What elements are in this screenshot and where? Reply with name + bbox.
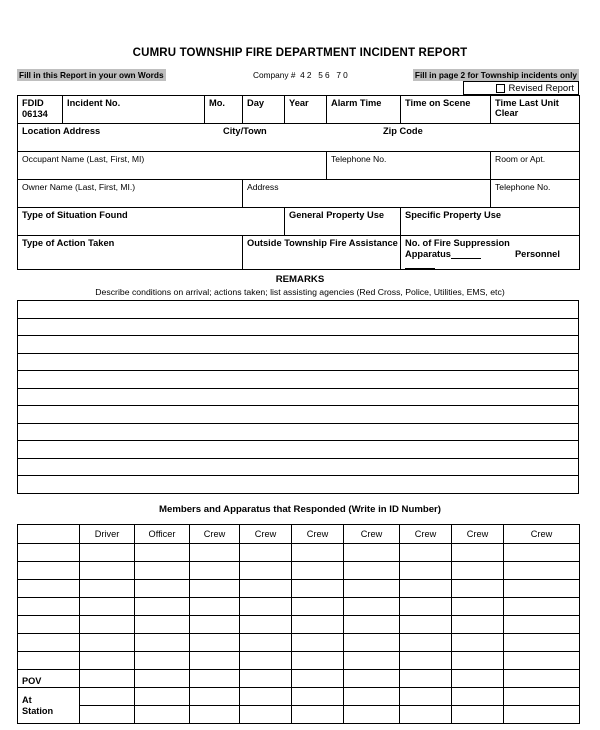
member-cell-r4-c7[interactable]: [400, 598, 452, 616]
table-row: [18, 616, 580, 634]
member-cell-r2-c5[interactable]: [292, 562, 344, 580]
row-label-blank-5[interactable]: [18, 616, 80, 634]
table-row: [18, 706, 580, 724]
member-cell-r4-c6[interactable]: [344, 598, 400, 616]
remarks-row: [18, 336, 579, 354]
member-cell-r6-c9[interactable]: [504, 634, 580, 652]
cell-specific-property-use[interactable]: Specific Property Use: [401, 208, 580, 236]
personnel-blank[interactable]: [405, 259, 435, 269]
table-row: [18, 634, 580, 652]
fire-suppression-label: No. of Fire Suppression: [405, 238, 510, 248]
cell-type-of-situation-found[interactable]: Type of Situation Found: [18, 208, 285, 236]
member-cell-r8-c2[interactable]: [135, 670, 190, 688]
member-cell-r2-c3[interactable]: [190, 562, 240, 580]
table-row: [18, 562, 580, 580]
remarks-row: [18, 388, 579, 406]
cell-day[interactable]: Day: [243, 96, 285, 124]
row-label-blank-1[interactable]: [18, 544, 80, 562]
member-cell-r2-c4[interactable]: [240, 562, 292, 580]
table-row: [18, 96, 580, 124]
member-cell-r7-c5[interactable]: [292, 652, 344, 670]
member-cell-r5-c2[interactable]: [135, 616, 190, 634]
cell-owner-name[interactable]: Owner Name (Last, First, MI.): [18, 180, 243, 208]
row-label-at-station: [18, 688, 80, 724]
member-cell-r10-c8[interactable]: [452, 706, 504, 724]
member-cell-r3-c7[interactable]: [400, 580, 452, 598]
cell-type-of-action-taken[interactable]: Type of Action Taken: [18, 236, 243, 270]
member-cell-r4-c3[interactable]: [190, 598, 240, 616]
row-label-pov[interactable]: POV: [18, 670, 80, 688]
table-header-row: [18, 525, 580, 544]
member-cell-r4-c2[interactable]: [135, 598, 190, 616]
member-cell-r8-c1[interactable]: [80, 670, 135, 688]
cell-fdid[interactable]: [18, 96, 63, 124]
member-cell-r10-c5[interactable]: [292, 706, 344, 724]
member-cell-r4-c8[interactable]: [452, 598, 504, 616]
member-cell-r3-c5[interactable]: [292, 580, 344, 598]
member-cell-r6-c3[interactable]: [190, 634, 240, 652]
member-cell-r5-c3[interactable]: [190, 616, 240, 634]
remarks-line-5[interactable]: [18, 371, 579, 389]
column-header-crew-6: Crew: [344, 525, 400, 544]
remarks-row: [18, 441, 579, 459]
member-cell-r6-c1[interactable]: [80, 634, 135, 652]
member-cell-r5-c1[interactable]: [80, 616, 135, 634]
member-cell-r2-c8[interactable]: [452, 562, 504, 580]
remarks-line-2[interactable]: [18, 318, 579, 336]
member-cell-r7-c7[interactable]: [400, 652, 452, 670]
member-cell-r5-c6[interactable]: [344, 616, 400, 634]
at-station-line2: Station: [22, 705, 54, 716]
member-cell-r7-c2[interactable]: [135, 652, 190, 670]
member-cell-r5-c8[interactable]: [452, 616, 504, 634]
remarks-line-4[interactable]: [18, 353, 579, 371]
member-cell-r3-c2[interactable]: [135, 580, 190, 598]
company-numbers: 42 56 70: [300, 70, 350, 80]
cell-occupant-telephone[interactable]: Telephone No.: [327, 152, 491, 180]
cell-outside-township-fire-assistance[interactable]: Outside Township Fire Assistance: [243, 236, 401, 270]
company-number-group: [253, 70, 350, 80]
member-cell-r9-c1[interactable]: [80, 688, 135, 706]
banner-row: [17, 69, 579, 81]
member-cell-r4-c9[interactable]: [504, 598, 580, 616]
member-cell-r8-c7[interactable]: [400, 670, 452, 688]
member-cell-r9-c8[interactable]: [452, 688, 504, 706]
row-label-blank-3[interactable]: [18, 580, 80, 598]
member-cell-r2-c6[interactable]: [344, 562, 400, 580]
table-row: [18, 652, 580, 670]
row-label-blank-4[interactable]: [18, 598, 80, 616]
remarks-row: [18, 458, 579, 476]
member-cell-r5-c4[interactable]: [240, 616, 292, 634]
member-cell-r3-c9[interactable]: [504, 580, 580, 598]
cell-time-last-unit-clear[interactable]: Time Last Unit Clear: [491, 96, 580, 124]
column-header-crew-3: Crew: [190, 525, 240, 544]
member-cell-r8-c9[interactable]: [504, 670, 580, 688]
city-town-label: City/Town: [223, 126, 267, 136]
member-cell-r1-c5[interactable]: [292, 544, 344, 562]
member-cell-r8-c8[interactable]: [452, 670, 504, 688]
member-cell-r9-c7[interactable]: [400, 688, 452, 706]
checkbox-unchecked-icon[interactable]: [496, 84, 505, 93]
member-cell-r8-c5[interactable]: [292, 670, 344, 688]
member-cell-r2-c2[interactable]: [135, 562, 190, 580]
fill-in-own-words-note: Fill in this Report in your own Words: [19, 70, 164, 80]
member-cell-r6-c4[interactable]: [240, 634, 292, 652]
member-cell-r9-c5[interactable]: [292, 688, 344, 706]
member-cell-r1-c2[interactable]: [135, 544, 190, 562]
column-header-crew-9: Crew: [504, 525, 580, 544]
cell-alarm-time[interactable]: Alarm Time: [327, 96, 401, 124]
remarks-row: [18, 476, 579, 494]
table-row: [18, 688, 580, 706]
remarks-row: [18, 301, 579, 319]
member-cell-r3-c3[interactable]: [190, 580, 240, 598]
table-row: [18, 580, 580, 598]
remarks-line-3[interactable]: [18, 336, 579, 354]
cell-general-property-use[interactable]: General Property Use: [285, 208, 401, 236]
row-label-blank-7[interactable]: [18, 652, 80, 670]
member-cell-r10-c9[interactable]: [504, 706, 580, 724]
cell-owner-address[interactable]: Address: [243, 180, 491, 208]
member-cell-r10-c4[interactable]: [240, 706, 292, 724]
member-cell-r10-c1[interactable]: [80, 706, 135, 724]
column-header-blank: [18, 525, 80, 544]
location-address-label: Location Address: [22, 126, 101, 136]
member-cell-r6-c7[interactable]: [400, 634, 452, 652]
cell-fire-suppression[interactable]: [401, 236, 580, 270]
member-cell-r5-c5[interactable]: [292, 616, 344, 634]
member-cell-r1-c1[interactable]: [80, 544, 135, 562]
member-cell-r7-c3[interactable]: [190, 652, 240, 670]
column-header-crew-8: Crew: [452, 525, 504, 544]
column-header-officer-2: Officer: [135, 525, 190, 544]
member-cell-r7-c4[interactable]: [240, 652, 292, 670]
member-cell-r2-c9[interactable]: [504, 562, 580, 580]
member-cell-r8-c4[interactable]: [240, 670, 292, 688]
table-row: [18, 670, 580, 688]
fdid-value: 06134: [22, 109, 48, 119]
member-cell-r6-c6[interactable]: [344, 634, 400, 652]
column-header-crew-7: Crew: [400, 525, 452, 544]
member-cell-r3-c1[interactable]: [80, 580, 135, 598]
page-title: CUMRU TOWNSHIP FIRE DEPARTMENT INCIDENT REPORT: [132, 47, 468, 59]
member-cell-r10-c7[interactable]: [400, 706, 452, 724]
member-cell-r1-c3[interactable]: [190, 544, 240, 562]
column-header-driver-1: Driver: [80, 525, 135, 544]
members-apparatus-table: [17, 524, 580, 724]
revised-report-label: Revised Report: [508, 82, 574, 94]
remarks-row: [18, 353, 579, 371]
member-cell-r9-c4[interactable]: [240, 688, 292, 706]
table-row: [18, 544, 580, 562]
zip-code-label: Zip Code: [383, 126, 423, 136]
member-cell-r10-c2[interactable]: [135, 706, 190, 724]
table-row: [18, 236, 580, 270]
personnel-label: Personnel: [514, 249, 560, 259]
remarks-line-7[interactable]: [18, 406, 579, 424]
fdid-label: FDID: [22, 98, 44, 108]
company-label: Company #: [253, 70, 296, 80]
member-cell-r1-c6[interactable]: [344, 544, 400, 562]
cell-location-row[interactable]: [18, 124, 580, 152]
column-header-crew-5: Crew: [292, 525, 344, 544]
remarks-row: [18, 406, 579, 424]
member-cell-r2-c7[interactable]: [400, 562, 452, 580]
member-cell-r6-c5[interactable]: [292, 634, 344, 652]
table-row: [18, 152, 580, 180]
column-header-crew-4: Crew: [240, 525, 292, 544]
member-cell-r4-c1[interactable]: [80, 598, 135, 616]
member-cell-r1-c7[interactable]: [400, 544, 452, 562]
member-cell-r6-c8[interactable]: [452, 634, 504, 652]
member-cell-r3-c8[interactable]: [452, 580, 504, 598]
member-cell-r6-c2[interactable]: [135, 634, 190, 652]
remarks-line-11[interactable]: [18, 476, 579, 494]
member-cell-r7-c9[interactable]: [504, 652, 580, 670]
member-cell-r5-c7[interactable]: [400, 616, 452, 634]
remarks-line-9[interactable]: [18, 441, 579, 459]
apparatus-label: Apparatus: [405, 249, 451, 259]
fire-suppression-counts: [405, 249, 579, 269]
table-row: [18, 208, 580, 236]
remarks-line-10[interactable]: [18, 458, 579, 476]
member-cell-r7-c6[interactable]: [344, 652, 400, 670]
member-cell-r4-c5[interactable]: [292, 598, 344, 616]
cell-year[interactable]: Year: [285, 96, 327, 124]
cell-time-on-scene[interactable]: Time on Scene: [401, 96, 491, 124]
table-row: [18, 124, 580, 152]
member-cell-r5-c9[interactable]: [504, 616, 580, 634]
member-cell-r9-c2[interactable]: [135, 688, 190, 706]
member-cell-r1-c8[interactable]: [452, 544, 504, 562]
incident-info-table: [17, 95, 580, 270]
remarks-line-1[interactable]: [18, 301, 579, 319]
cell-room-or-apt[interactable]: Room or Apt.: [491, 152, 580, 180]
remarks-heading: REMARKS: [275, 274, 325, 285]
apparatus-blank[interactable]: [451, 249, 481, 259]
members-heading: Members and Apparatus that Responded (Write in ID Number): [159, 504, 441, 515]
remarks-instruction: Describe conditions on arrival; actions taken; list assisting agencies (Red Cross, Police, Utilities, EMS, etc): [95, 287, 505, 297]
member-cell-r8-c3[interactable]: [190, 670, 240, 688]
remarks-row: [18, 371, 579, 389]
table-row: [18, 180, 580, 208]
member-cell-r9-c9[interactable]: [504, 688, 580, 706]
revised-report-box[interactable]: [463, 81, 579, 95]
cell-occupant-name[interactable]: Occupant Name (Last, First, MI): [18, 152, 327, 180]
cell-incident-no[interactable]: Incident No.: [63, 96, 205, 124]
remarks-line-6[interactable]: [18, 388, 579, 406]
member-cell-r1-c9[interactable]: [504, 544, 580, 562]
member-cell-r3-c6[interactable]: [344, 580, 400, 598]
member-cell-r10-c3[interactable]: [190, 706, 240, 724]
cell-owner-telephone[interactable]: Telephone No.: [491, 180, 580, 208]
member-cell-r3-c4[interactable]: [240, 580, 292, 598]
member-cell-r2-c1[interactable]: [80, 562, 135, 580]
member-cell-r8-c6[interactable]: [344, 670, 400, 688]
revised-report-group[interactable]: [496, 83, 574, 94]
at-station-line1: At: [22, 695, 32, 705]
member-cell-r10-c6[interactable]: [344, 706, 400, 724]
row-label-blank-6[interactable]: [18, 634, 80, 652]
remarks-row: [18, 318, 579, 336]
member-cell-r9-c3[interactable]: [190, 688, 240, 706]
remarks-table: [17, 300, 579, 494]
member-cell-r4-c4[interactable]: [240, 598, 292, 616]
member-cell-r7-c1[interactable]: [80, 652, 135, 670]
remarks-row: [18, 423, 579, 441]
cell-month[interactable]: Mo.: [205, 96, 243, 124]
township-page2-note: Fill in page 2 for Township incidents only: [414, 70, 577, 80]
row-label-blank-2[interactable]: [18, 562, 80, 580]
remarks-line-8[interactable]: [18, 423, 579, 441]
table-row: [18, 598, 580, 616]
member-cell-r9-c6[interactable]: [344, 688, 400, 706]
member-cell-r7-c8[interactable]: [452, 652, 504, 670]
member-cell-r1-c4[interactable]: [240, 544, 292, 562]
